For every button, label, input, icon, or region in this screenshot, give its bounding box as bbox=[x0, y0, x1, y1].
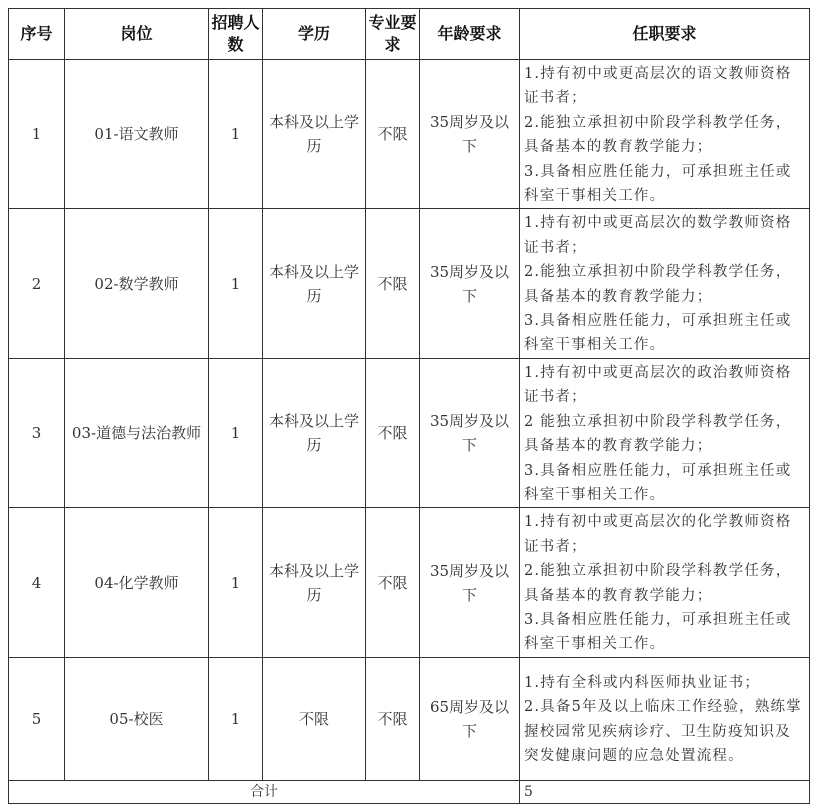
cell-education: 不限 bbox=[263, 657, 366, 780]
header-count: 招聘人数 bbox=[209, 9, 263, 60]
table-row bbox=[9, 60, 810, 209]
cell-age: 35周岁及以下 bbox=[420, 508, 520, 657]
cell-age: 35周岁及以下 bbox=[420, 60, 520, 209]
cell-count: 1 bbox=[209, 358, 263, 507]
table-row bbox=[9, 657, 810, 780]
table-row bbox=[9, 508, 810, 657]
cell-requirements: 1.持有初中或更高层次的数学教师资格证书者； 2.能独立承担初中阶段学科教学任务，具备基本的教育教学能力； 3.具备相应胜任能力，可承担班主任或科室干事相关工作。 bbox=[520, 209, 810, 358]
header-education: 学历 bbox=[263, 9, 366, 60]
cell-count: 1 bbox=[209, 657, 263, 780]
cell-major: 不限 bbox=[366, 657, 420, 780]
cell-no: 2 bbox=[9, 209, 65, 358]
header-requirements: 任职要求 bbox=[520, 9, 810, 60]
cell-age: 35周岁及以下 bbox=[420, 358, 520, 507]
recruitment-table bbox=[8, 8, 810, 804]
table-row bbox=[9, 358, 810, 507]
cell-age: 35周岁及以下 bbox=[420, 209, 520, 358]
cell-education: 本科及以上学历 bbox=[263, 358, 366, 507]
header-age: 年龄要求 bbox=[420, 9, 520, 60]
cell-position: 03-道德与法治教师 bbox=[65, 358, 209, 507]
cell-education: 本科及以上学历 bbox=[263, 60, 366, 209]
cell-no: 3 bbox=[9, 358, 65, 507]
total-value: 5 bbox=[520, 780, 810, 803]
cell-no: 4 bbox=[9, 508, 65, 657]
cell-no: 1 bbox=[9, 60, 65, 209]
cell-major: 不限 bbox=[366, 508, 420, 657]
cell-education: 本科及以上学历 bbox=[263, 508, 366, 657]
cell-position: 02-数学教师 bbox=[65, 209, 209, 358]
header-position: 岗位 bbox=[65, 9, 209, 60]
cell-education: 本科及以上学历 bbox=[263, 209, 366, 358]
cell-count: 1 bbox=[209, 209, 263, 358]
cell-requirements: 1.持有全科或内科医师执业证书； 2.具备5年及以上临床工作经验，熟练掌握校园常见疾病诊疗、卫生防疫知识及突发健康问题的应急处置流程。 bbox=[520, 657, 810, 780]
cell-requirements: 1.持有初中或更高层次的化学教师资格证书者； 2.能独立承担初中阶段学科教学任务，具备基本的教育教学能力； 3.具备相应胜任能力，可承担班主任或科室干事相关工作。 bbox=[520, 508, 810, 657]
header-major: 专业要求 bbox=[366, 9, 420, 60]
cell-major: 不限 bbox=[366, 60, 420, 209]
table-row bbox=[9, 209, 810, 358]
cell-requirements: 1.持有初中或更高层次的政治教师资格证书者； 2 能独立承担初中阶段学科教学任务，具备基本的教育教学能力； 3.具备相应胜任能力，可承担班主任或科室干事相关工作。 bbox=[520, 358, 810, 507]
cell-count: 1 bbox=[209, 508, 263, 657]
cell-position: 01-语文教师 bbox=[65, 60, 209, 209]
header-row bbox=[9, 9, 810, 60]
cell-count: 1 bbox=[209, 60, 263, 209]
cell-major: 不限 bbox=[366, 209, 420, 358]
total-label: 合计 bbox=[9, 780, 520, 803]
cell-no: 5 bbox=[9, 657, 65, 780]
cell-requirements: 1.持有初中或更高层次的语文教师资格证书者； 2.能独立承担初中阶段学科教学任务，具备基本的教育教学能力； 3.具备相应胜任能力，可承担班主任或科室干事相关工作。 bbox=[520, 60, 810, 209]
cell-major: 不限 bbox=[366, 358, 420, 507]
header-no: 序号 bbox=[9, 9, 65, 60]
cell-position: 05-校医 bbox=[65, 657, 209, 780]
cell-age: 65周岁及以下 bbox=[420, 657, 520, 780]
cell-position: 04-化学教师 bbox=[65, 508, 209, 657]
